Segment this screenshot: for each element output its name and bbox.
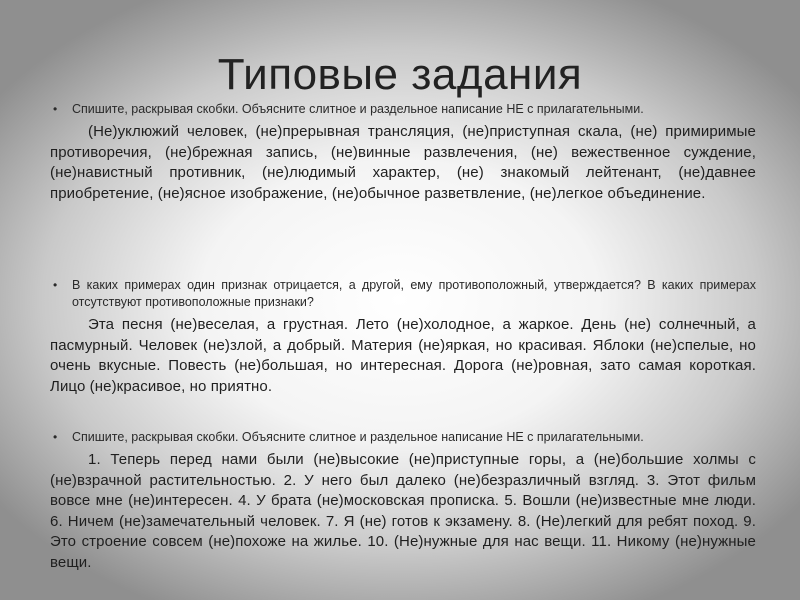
task-prompt — [50, 101, 756, 118]
task-prompt-text: Спишите, раскрывая скобки. Объясните слитное и раздельное написание НЕ с прилагательными. — [72, 102, 644, 116]
task-2 — [50, 277, 756, 397]
task-prompt — [50, 277, 756, 311]
task-prompt-text: Спишите, раскрывая скобки. Объясните слитное и раздельное написание НЕ с прилагательными. — [72, 430, 644, 444]
task-prompt-text: В каких примерах один признак отрицается, а другой, ему противоположный, утверждается? В каких примерах отсутствуют противоположные признаки? — [72, 278, 756, 309]
task-exercise-text: Эта песня (не)веселая, а грустная. Лето (не)холодное, а жаркое. День (не) солнечный, а пасмурный. Человек (не)злой, а добрый. Материя (не)яркая, но красивая. Яблоки (не)спелые, но очень вкусные. Повесть (не)большая, но интересная. Дорога (не)ровная, зато самая короткая. Лицо (не)красивое, но приятно. — [50, 316, 756, 395]
task-1 — [50, 101, 756, 204]
task-prompt — [50, 429, 756, 446]
task-3 — [50, 429, 756, 573]
bullet-icon: • — [53, 278, 58, 292]
slide-title: Типовые задания — [217, 50, 583, 99]
task-exercise-text: (Не)уклюжий человек, (не)прерывная трансляция, (не)приступная скала, (не) примиримые противоречия, (не)брежная запись, (не)винные развлечения, (не) вежественное суждение, (не)навистный противник, (не)людимый характер, (не) знакомый лейтенант, (не)давнее приобретение, (не)ясное изображение, (не)обычное разветвление, (не)легкое объединение. — [50, 123, 756, 202]
bullet-icon: • — [53, 430, 58, 444]
task-exercise-text: 1. Теперь перед нами были (не)высокие (не)приступные горы, а (не)большие холмы с (не)взрачной растительностью. 2. У него был далеко (не)безразличный взгляд. 3. Этот фильм вовсе мне (не)интересен. 4. У брата (не)московская прописка. 5. Вошли (не)известные мне люди. 6. Ничем (не)замечательный человек. 7. Я (не) готов к экзамену. 8. (Не)легкий для ребят поход. 9. Это строение совсем (не)похоже на жилье. 10. (Не)нужные для нас вещи. 11. Никому (не)нужные вещи. — [50, 451, 756, 571]
bullet-icon: • — [53, 102, 58, 116]
